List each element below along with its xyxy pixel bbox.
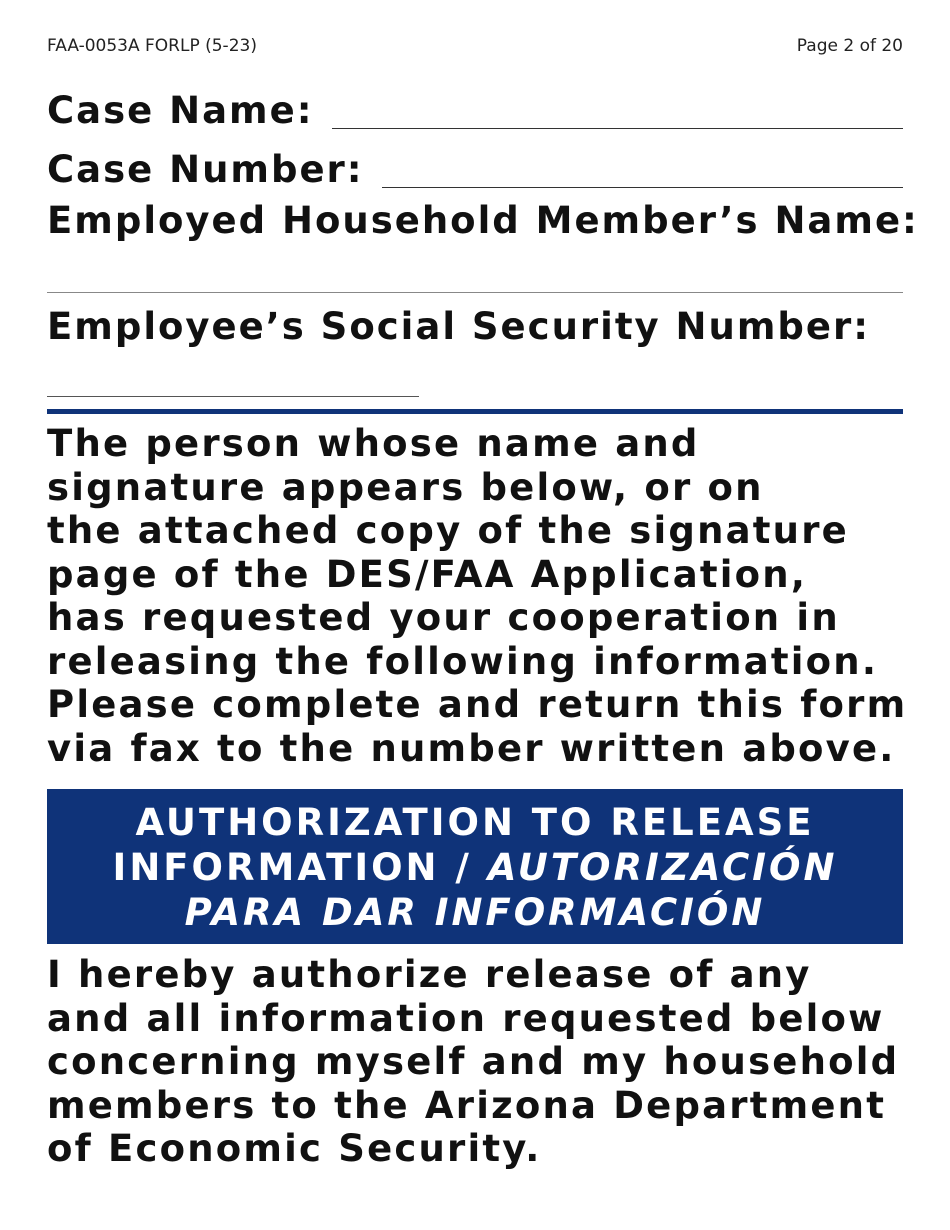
case-name-field[interactable]: [332, 127, 904, 129]
intro-line: has requested your cooperation in: [47, 596, 840, 639]
auth-line: members to the Arizona Department: [47, 1083, 887, 1127]
case-name-row: [47, 89, 903, 132]
banner-line-3-es: PARA DAR INFORMACIÓN: [184, 891, 766, 934]
intro-line: The person whose name and: [47, 422, 700, 465]
intro-line: releasing the following information.: [47, 639, 879, 683]
intro-line: via fax to the number written above.: [47, 726, 896, 770]
auth-line: concerning myself and my household: [47, 1040, 900, 1083]
intro-line: Please complete and return this form: [47, 683, 908, 726]
form-id: FAA-0053A FORLP (5-23): [47, 36, 257, 56]
case-number-row: [47, 148, 903, 191]
ssn-field[interactable]: [47, 396, 419, 397]
employed-member-field[interactable]: [47, 292, 903, 293]
intro-line: the attached copy of the signature: [47, 509, 849, 552]
intro-paragraph: [47, 422, 910, 770]
case-number-field[interactable]: [382, 186, 903, 188]
auth-line: of Economic Security.: [47, 1127, 542, 1170]
banner-line-1: AUTHORIZATION TO RELEASE: [135, 801, 815, 844]
ssn-label: Employee’s Social Security Number:: [47, 305, 871, 348]
authorization-paragraph: [47, 953, 910, 1171]
employed-member-label: Employed Household Member’s Name:: [47, 199, 919, 242]
case-name-label: Case Name:: [47, 89, 314, 132]
page-number: Page 2 of 20: [796, 36, 903, 56]
banner-line-2-es: AUTORIZACIÓN: [487, 846, 838, 889]
case-number-label: Case Number:: [47, 148, 364, 191]
intro-line: page of the DES/FAA Application,: [47, 552, 808, 596]
intro-line: signature appears below, or on: [47, 465, 764, 509]
auth-line: I hereby authorize release of any: [47, 953, 812, 996]
section-divider: [47, 409, 903, 414]
banner-line-2-en: INFORMATION /: [112, 846, 488, 889]
auth-line: and all information requested below: [47, 996, 885, 1040]
authorization-banner: [47, 789, 903, 944]
